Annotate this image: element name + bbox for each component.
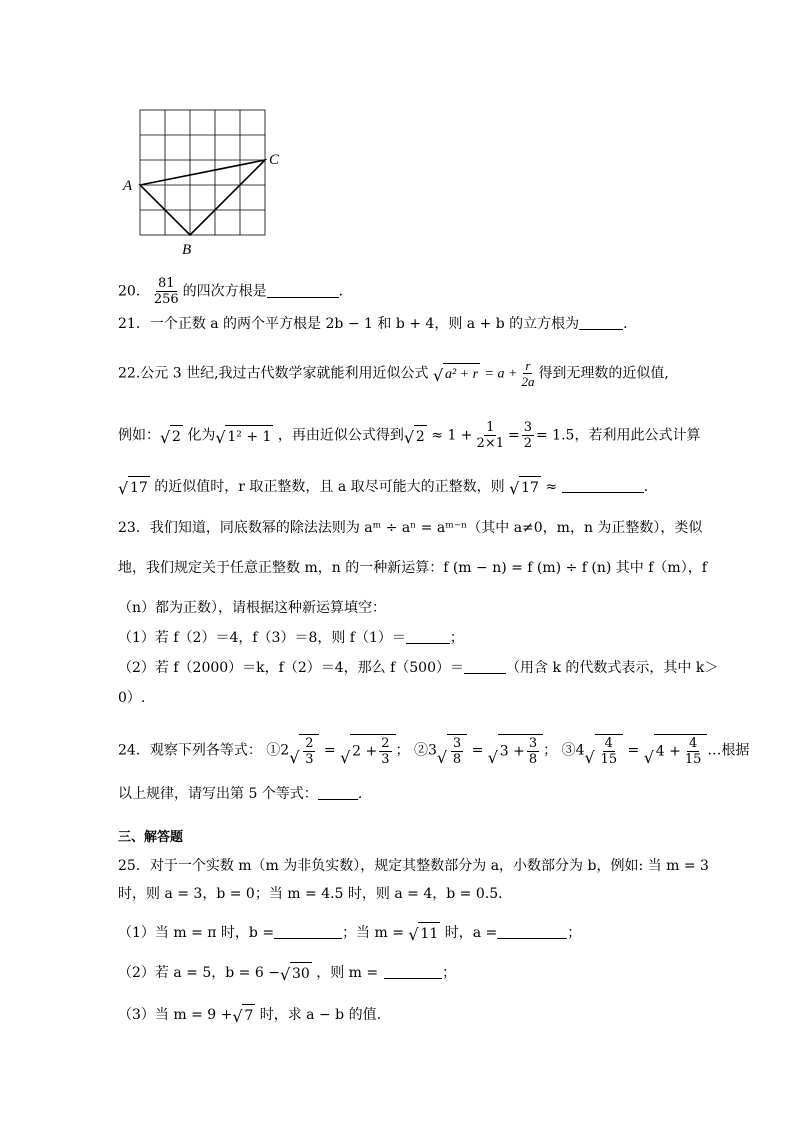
question-22-line3: √ 17 的近似值时，r 取正整数，且 a 取尽可能大的正整数，则 √ 17 ≈ . [118, 476, 648, 498]
q23-part2-blank[interactable] [464, 659, 506, 674]
q22-formula-fraction: $\frac{r}{2a}$ [521, 358, 535, 389]
question-23-line2: 地，我们规定关于任意正整数 m，n 的一种新运算：f (m − n) = f (m) ÷ f (n) 其中 f（m），f [118, 560, 707, 576]
question-23-part2: （2）若 f（2000）＝k，f（2）＝4，那么 f（500）＝ （用含 k 的代数式表示，其中 k＞ [118, 660, 719, 676]
question-21: 21．一个正数 a 的两个平方根是 2b − 1 和 b + 4，则 a + b 的立方根为 ． [118, 316, 638, 332]
q23-part1-blank[interactable] [406, 629, 450, 644]
question-25-part1: （1）当 m = π 时，b = ；当 m = √ 11 时，a = ； [118, 922, 581, 944]
label-c: C [269, 152, 280, 168]
q20-fraction: $\frac{81}{256}$ [153, 276, 179, 307]
q24-answer-blank[interactable] [318, 785, 358, 800]
question-25-part2: （2）若 a = 5，b = 6 − √ 30 ，则 m = ； [118, 962, 456, 984]
triangle-grid-figure [118, 104, 298, 264]
question-22-line2: 例如： √ 2 化为 √ 1² + 1 ，再由近似公式得到 √ 2 ≈ 1 + $\frac{1}{2\times 1}$ = $\frac{3}{2}$ = 1.5，若利用此公式计算 [118, 420, 701, 451]
question-24-line1: 24．观察下列各等式： ①2 √ $\frac{2}{3}$ = √ 2 + $\frac{2}{3}$ ； ②3 √ $\frac{3}{8}$ = √ 3 + $\frac{3}{8}$ ； ③4 √ $\frac{4}{15}$ = √ 4 + $\frac{4}{15}$ …根据 [118, 736, 750, 767]
label-b: B [182, 242, 192, 258]
question-24-line2: 以上规律，请写出第 5 个等式： . [118, 786, 363, 802]
question-25-line2: 时，则 a = 3，b = 0；当 m = 4.5 时，则 a = 4，b = 0.5． [118, 886, 513, 902]
q22-answer-blank[interactable] [562, 478, 644, 493]
q20-answer-blank[interactable] [267, 283, 339, 298]
question-23-line1: 23．我们知道，同底数幂的除法法则为 aᵐ ÷ aⁿ = aᵐ⁻ⁿ（其中 a≠0，m，n 为正整数），类似 [118, 520, 703, 536]
q25-p1-blank-a[interactable] [497, 924, 567, 939]
q25-p1-blank-b[interactable] [274, 924, 342, 939]
triangle-abc [140, 160, 265, 235]
q21-answer-blank[interactable] [579, 315, 623, 330]
question-22-line1: 22.公元 3 世纪,我过古代数学家就能利用近似公式 √ a² + r = a + $\frac{r}{2a}$ 得到无理数的近似值, [118, 358, 669, 389]
label-a: A [123, 178, 133, 194]
question-23-line3: （n）都为正数），请根据这种新运算填空： [118, 600, 387, 616]
question-23-part2-line2: 0）. [118, 690, 146, 706]
question-20: 20． $\frac{81}{256}$ 的四次方根是 . [118, 276, 344, 307]
section-3-heading: 三、解答题 [118, 830, 184, 845]
question-25-line1: 25．对于一个实数 m（m 为非负实数），规定其整数部分为 a，小数部分为 b，例如: 当 m = 3 [118, 858, 709, 874]
q25-p2-blank[interactable] [384, 964, 442, 979]
question-25-part3: （3）当 m = 9 + √ 7 时，求 a − b 的值. [118, 1004, 381, 1026]
q22-sqrt-formula: √ a² + r [433, 363, 480, 385]
question-23-part1: （1）若 f（2）＝4，f（3）＝8，则 f（1）＝ ； [118, 630, 464, 646]
